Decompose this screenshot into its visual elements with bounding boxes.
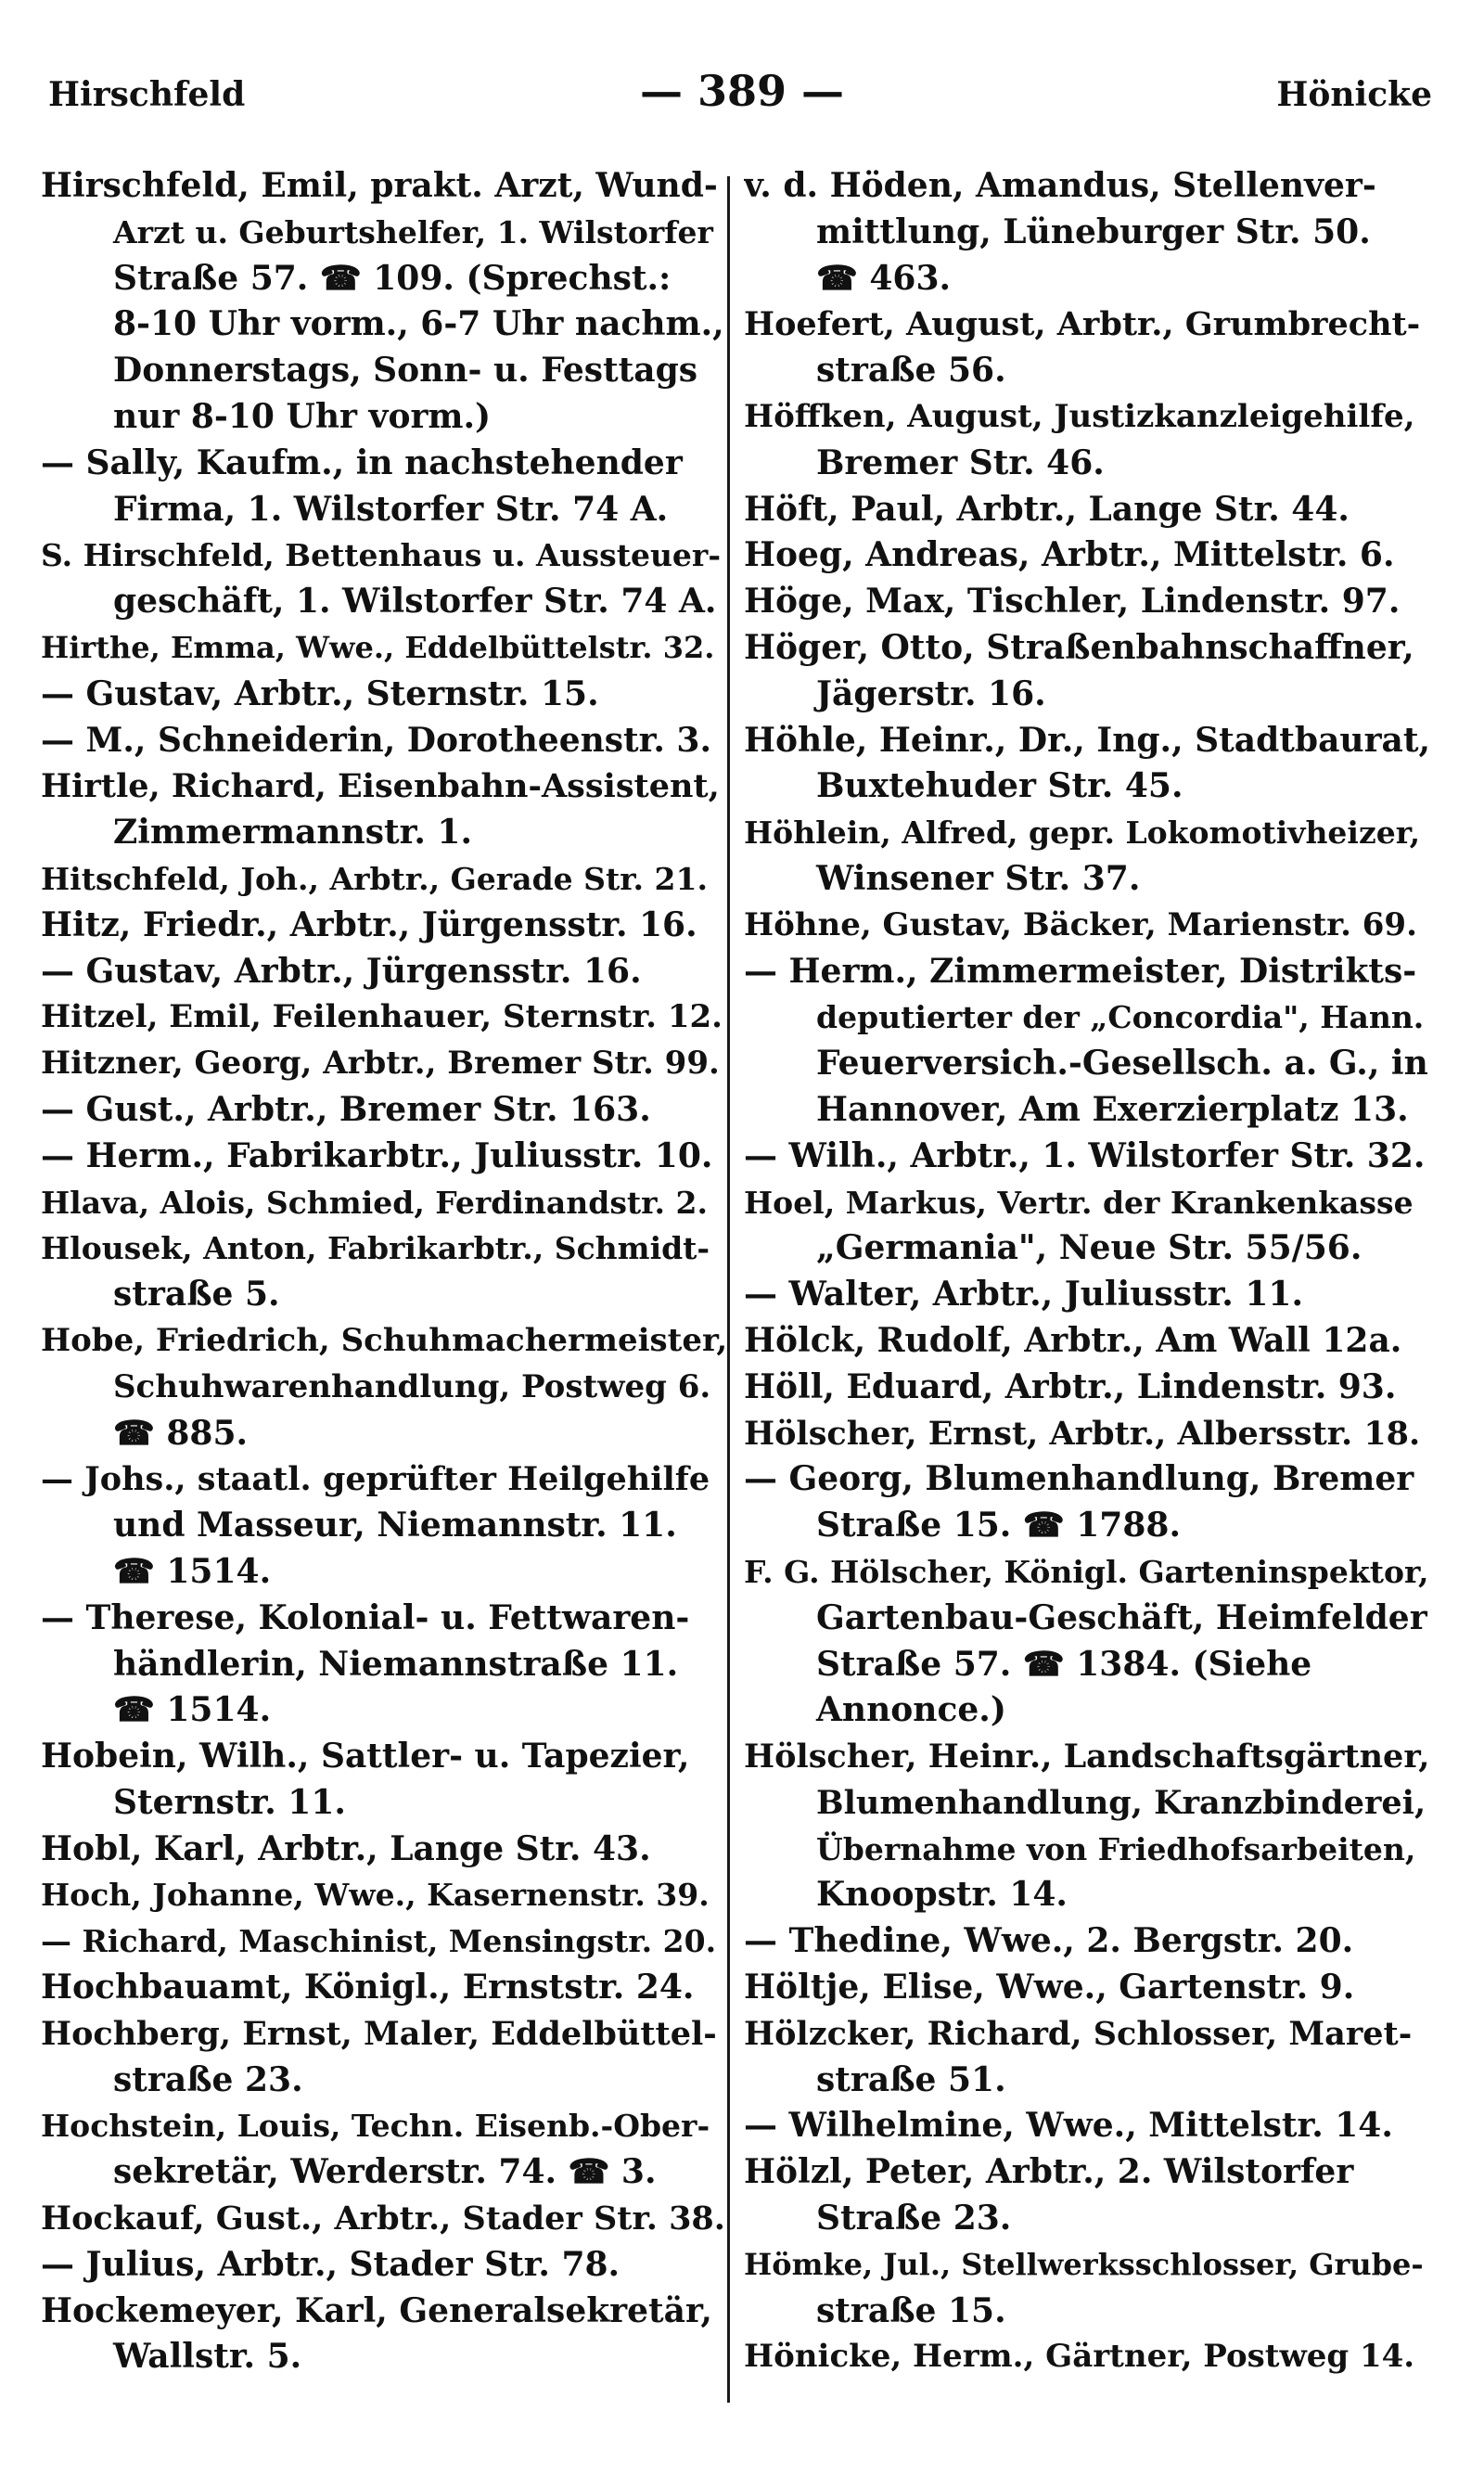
directory-line: — Wilh., Arbtr., 1. Wilstorfer Str. 32.	[744, 1135, 1426, 1175]
directory-line: Hölscher, Heinr., Landschaftsgärtner,	[744, 1738, 1430, 1776]
directory-line: Blumenhandlung, Kranzbinderei,	[816, 1783, 1426, 1822]
directory-line: — Gust., Arbtr., Bremer Str. 163.	[41, 1089, 651, 1129]
directory-line: deputierter der „Concordia", Hann.	[816, 999, 1425, 1036]
directory-line: Feuerversich.-Gesellsch. a. G., in	[816, 1044, 1428, 1084]
directory-line: — M., Schneiderin, Dorotheenstr. 3.	[41, 720, 711, 760]
directory-line: — Richard, Maschinist, Mensingstr. 20.	[41, 1923, 717, 1960]
column-divider	[727, 176, 730, 2403]
directory-line: Höger, Otto, Straßenbahnschaffner,	[744, 627, 1414, 667]
directory-line: ☎ 1514.	[113, 1690, 272, 1730]
directory-line: — Herm., Zimmermeister, Distrikts-	[744, 951, 1417, 991]
directory-line: Hirtle, Richard, Eisenbahn-Assistent,	[41, 767, 720, 806]
directory-line: Arzt u. Geburtshelfer, 1. Wilstorfer	[113, 213, 713, 250]
directory-line: Hölck, Rudolf, Arbtr., Am Wall 12a.	[744, 1320, 1402, 1360]
directory-line: Hobl, Karl, Arbtr., Lange Str. 43.	[41, 1828, 651, 1868]
page-number: — 389 —	[639, 66, 845, 116]
directory-line: F. G. Hölscher, Königl. Garteninspektor,	[744, 1553, 1429, 1590]
directory-line: Knoopstr. 14.	[816, 1875, 1068, 1915]
directory-line: — Gustav, Arbtr., Sternstr. 15.	[41, 673, 599, 713]
directory-line: ☎ 1514.	[113, 1551, 272, 1591]
directory-line: ☎ 463.	[816, 258, 952, 298]
directory-line: Straße 15. ☎ 1788.	[816, 1506, 1181, 1545]
directory-line: und Masseur, Niemannstr. 11.	[113, 1506, 677, 1545]
directory-line: Höffken, August, Justizkanzleigehilfe,	[744, 397, 1415, 435]
directory-line: Hockauf, Gust., Arbtr., Stader Str. 38.	[41, 2199, 725, 2238]
directory-line: Hirschfeld, Emil, prakt. Arzt, Wund-	[41, 166, 718, 205]
directory-line: Hömke, Jul., Stellwerksschlosser, Grube-	[744, 2246, 1424, 2282]
directory-line: Hölzl, Peter, Arbtr., 2. Wilstorfer	[744, 2152, 1354, 2192]
directory-line: — Georg, Blumenhandlung, Bremer	[744, 1459, 1414, 1499]
directory-line: Sternstr. 11.	[113, 1782, 346, 1822]
directory-line: Hirthe, Emma, Wwe., Eddelbüttelstr. 32.	[41, 629, 715, 665]
directory-line: Hlava, Alois, Schmied, Ferdinandstr. 2.	[41, 1184, 708, 1221]
directory-line: Straße 57. ☎ 1384. (Siehe	[816, 1644, 1312, 1684]
running-head-right: Hönicke	[1276, 75, 1432, 114]
directory-line: straße 23.	[113, 2059, 303, 2099]
directory-line: Hockemeyer, Karl, Generalsekretär,	[41, 2290, 712, 2330]
directory-line: — Gustav, Arbtr., Jürgensstr. 16.	[41, 951, 642, 991]
directory-line: Hitzel, Emil, Feilenhauer, Sternstr. 12.	[41, 998, 723, 1036]
directory-line: Donnerstags, Sonn- u. Festtags	[113, 351, 698, 391]
directory-line: Höltje, Elise, Wwe., Gartenstr. 9.	[744, 1968, 1355, 2007]
directory-line: — Johs., staatl. geprüfter Heilgehilfe	[41, 1460, 710, 1499]
directory-line: Annonce.)	[816, 1690, 1006, 1730]
directory-line: Hlousek, Anton, Fabrikarbtr., Schmidt-	[41, 1230, 710, 1267]
directory-line: straße 51.	[816, 2059, 1006, 2099]
directory-line: Hitzner, Georg, Arbtr., Bremer Str. 99.	[41, 1045, 720, 1083]
directory-line: S. Hirschfeld, Bettenhaus u. Aussteuer-	[41, 537, 722, 574]
directory-line: Hobein, Wilh., Sattler- u. Tapezier,	[41, 1737, 690, 1776]
directory-line: nur 8-10 Uhr vorm.)	[113, 396, 492, 436]
directory-line: sekretär, Werderstr. 74. ☎ 3.	[113, 2152, 657, 2192]
directory-line: Hitschfeld, Joh., Arbtr., Gerade Str. 21.	[41, 860, 708, 897]
directory-line: „Germania", Neue Str. 55/56.	[816, 1228, 1362, 1268]
directory-line: Hönicke, Herm., Gärtner, Postweg 14.	[744, 2338, 1415, 2376]
directory-line: Schuhwarenhandlung, Postweg 6.	[113, 1367, 711, 1405]
running-head-left: Hirschfeld	[48, 75, 246, 114]
directory-line: Gartenbau-Geschäft, Heimfelder	[816, 1597, 1427, 1637]
left-column	[41, 163, 727, 2380]
directory-line: Höge, Max, Tischler, Lindenstr. 97.	[744, 582, 1401, 622]
directory-line: Hitz, Friedr., Arbtr., Jürgensstr. 16.	[41, 904, 697, 944]
directory-line: geschäft, 1. Wilstorfer Str. 74 A.	[113, 582, 717, 622]
directory-line: 8-10 Uhr vorm., 6-7 Uhr nachm.,	[113, 304, 724, 344]
directory-line: Jägerstr. 16.	[816, 673, 1046, 713]
directory-line: straße 5.	[113, 1275, 280, 1315]
directory-line: mittlung, Lüneburger Str. 50.	[816, 212, 1371, 251]
directory-line: Hochbauamt, Königl., Ernststr. 24.	[41, 1968, 695, 2007]
directory-line: Straße 57. ☎ 109. (Sprechst.:	[113, 258, 672, 298]
directory-line: Firma, 1. Wilstorfer Str. 74 A.	[113, 489, 669, 529]
directory-line: Bremer Str. 46.	[816, 442, 1105, 482]
directory-line: Hoeg, Andreas, Arbtr., Mittelstr. 6.	[744, 535, 1395, 575]
directory-line: Hölzcker, Richard, Schlosser, Maret-	[744, 2014, 1413, 2053]
directory-line: straße 56.	[816, 351, 1006, 391]
directory-line: Höll, Eduard, Arbtr., Lindenstr. 93.	[744, 1366, 1397, 1406]
directory-line: Straße 23.	[816, 2199, 1012, 2238]
directory-line: Hoefert, August, Arbtr., Grumbrecht-	[744, 305, 1421, 344]
directory-line: — Herm., Fabrikarbtr., Juliusstr. 10.	[41, 1135, 713, 1175]
directory-line: Höhlein, Alfred, gepr. Lokomotivheizer,	[744, 814, 1421, 852]
directory-line: Wallstr. 5.	[113, 2337, 302, 2377]
directory-line: Zimmermannstr. 1.	[113, 813, 472, 853]
directory-line: — Therese, Kolonial- u. Fettwaren-	[41, 1597, 690, 1637]
directory-line: Hochstein, Louis, Techn. Eisenb.-Ober-	[41, 2108, 710, 2145]
directory-line: Winsener Str. 37.	[816, 858, 1141, 898]
directory-line: — Thedine, Wwe., 2. Bergstr. 20.	[744, 1921, 1354, 1961]
directory-line: Höhle, Heinr., Dr., Ing., Stadtbaurat,	[744, 720, 1430, 760]
directory-line: — Julius, Arbtr., Stader Str. 78.	[41, 2244, 620, 2284]
directory-line: Buxtehuder Str. 45.	[816, 766, 1183, 806]
directory-line: Übernahme von Friedhofsarbeiten,	[816, 1830, 1416, 1867]
directory-line: Hochberg, Ernst, Maler, Eddelbüttel-	[41, 2014, 717, 2053]
directory-line: — Walter, Arbtr., Juliusstr. 11.	[744, 1275, 1303, 1315]
directory-line: händlerin, Niemannstraße 11.	[113, 1644, 679, 1684]
directory-line: straße 15.	[816, 2290, 1006, 2330]
directory-line: — Sally, Kaufm., in nachstehender	[41, 442, 683, 482]
directory-line: v. d. Höden, Amandus, Stellenver-	[744, 166, 1376, 205]
directory-line: Hannover, Am Exerzierplatz 13.	[816, 1089, 1409, 1129]
right-column	[744, 163, 1430, 2380]
directory-line: Höft, Paul, Arbtr., Lange Str. 44.	[744, 489, 1350, 529]
directory-line: Hoel, Markus, Vertr. der Krankenkasse	[744, 1184, 1414, 1221]
directory-line: Höhne, Gustav, Bäcker, Marienstr. 69.	[744, 905, 1417, 943]
directory-line: ☎ 885.	[113, 1413, 249, 1453]
directory-line: Hölscher, Ernst, Arbtr., Albersstr. 18.	[744, 1414, 1421, 1453]
directory-line: Hobe, Friedrich, Schuhmachermeister,	[41, 1321, 727, 1359]
directory-line: Hoch, Johanne, Wwe., Kasernenstr. 39.	[41, 1877, 710, 1914]
directory-line: — Wilhelmine, Wwe., Mittelstr. 14.	[744, 2106, 1393, 2146]
